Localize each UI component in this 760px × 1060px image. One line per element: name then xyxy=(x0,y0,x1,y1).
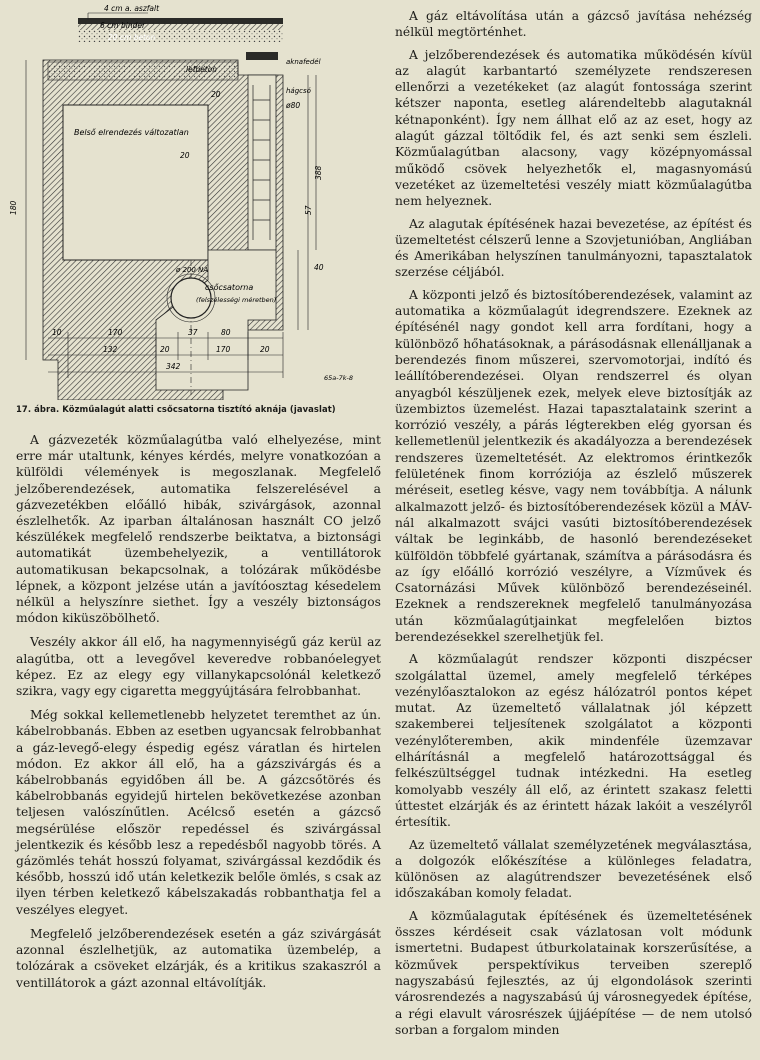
channel-label: csőcsatorna xyxy=(205,283,254,292)
dim-388: 388 xyxy=(314,165,323,180)
dim-40: 40 xyxy=(314,263,324,272)
figure-17 xyxy=(8,0,373,414)
right-column xyxy=(395,8,752,1044)
slab-label: lefbeton xyxy=(186,65,217,74)
dim-132: 132 xyxy=(103,345,118,354)
manhole-drawing xyxy=(8,0,373,400)
asphalt-label: 4 cm a. aszfalt xyxy=(104,4,160,13)
figure-ref: 65a-7k-8 xyxy=(324,374,353,382)
dim-80: 80 xyxy=(221,328,231,337)
concrete-label: 20 cm beton xyxy=(108,33,156,42)
dim-20a: 20 xyxy=(180,151,190,160)
paragraph: Megfelelő jelzőberendezések esetén a gáz szivárgását azonnal észlelhetjük, az automatika üzembelép, a tolózárak a csöveket elzárják, és a kritikus szakaszról a ventillátorok a gázt azonnal eltávolítják. xyxy=(16,926,381,990)
paragraph: Az alagutak építésének hazai bevezetése, az építést és üzemeltetést célszerű lenne a Szovjetunióban, Angliában és Amerikában helyszínen tanulmányozni, tapasztalatok szerzése céljából. xyxy=(395,216,752,280)
paragraph: A jelzőberendezések és automatika működésén kívül az alagút karbantartó személyzete rendszeresen ellenőrzi a vezetékeket (az alagút fontossága szerint kétszer naponta, esetleg alárendeltebb alagutaknál kétnaponként). Így nem állhat elő az az eset, hogy az alagút gázzal töltődik fel, és azt senki sem észleli. Közműalagútban alacsony, vagy középnyomással működő csövek helyezhetők el, magasnyomású vezetéket az üzemeltetési veszély miatt közműalagútba nem helyeznek. xyxy=(395,47,752,209)
dim-20c: 20 xyxy=(160,345,170,354)
dim-20d: 20 xyxy=(260,345,270,354)
dim-20b: 20 xyxy=(211,90,221,99)
left-text xyxy=(16,432,381,999)
paragraph: A közműalagutak építésének és üzemeltetésének összes kérdéseit csak vázlatosan volt módunk ismertetni. Budapest útburkolatainak korszerűsítése, a közművek perspektívikus terveiben szereplő nagyszabású fejlesztés, az új elgondolások szerinti városrendezés a nagyszabású új városnegyedek építése, a régi elavult városrészek újjáépítése — de nem utolsó sorban a forgalom minden xyxy=(395,908,752,1037)
ladder-label: hágcsó xyxy=(286,87,311,95)
dim-342: 342 xyxy=(166,362,181,371)
dim-10: 10 xyxy=(52,328,62,337)
pipe-note-label: ø 200 NA xyxy=(176,266,209,274)
paragraph: Még sokkal kellemetlenebb helyzetet teremthet az ún. kábelrobbanás. Ebben az esetben ugyancsak felrobbanhat a gáz-levegő-elegy éspedig egész váratlan és hirtelen módon. Ez akkor áll elő, ha a gázszivárgás és a kábelrobbanás egyidőben áll be. A gázcsőtörés és kábelrobbanás egyidejű hirtelen bekövetkezése azonban teljesen valószínűtlen. Acélcső esetén a gázcső megsérülése először repedéssel és szivárgással jelentkezik és később lesz a repedésből nagyobb törés. A gázömlés tehát hosszú folyamat, szivárgással kezdődik és később, hosszú idő után keletkezik belőle ömlés, s csak az ilyen térben keletkező kábelszakadás robbanthatja fel a veszélyes elegyet. xyxy=(16,708,381,917)
room-label: Belső elrendezés változatlan xyxy=(74,128,189,137)
left-column xyxy=(8,0,381,990)
dim-180: 180 xyxy=(9,200,18,215)
dim-170a: 170 xyxy=(108,328,123,337)
figure-caption: 17. ábra. Közműalagút alatti csőcsatorna tisztító aknája (javaslat) xyxy=(16,404,336,414)
paragraph: Veszély akkor áll elő, ha nagymennyiségű gáz kerül az alagútba, ott a levegővel keveredve robbanóelegyet képez. Ez az elegy egy villanykapcsolónál keletkező szikra, vagy egy cigaretta meggyújtására felrobbanhat. xyxy=(16,635,381,699)
paragraph: A közműalagút rendszer központi diszpécser szolgálattal üzemel, amely megfelelő térképes vezénylőasztalokon az egész hálózatról pontos képet mutat. Az üzemeltető vállalatnak jól képzett szakemberei teljesítenek szolgálatot a központi vezénylőteremben, akik mindenféle üzemzavar elhárításnál a megfelelő határozottsággal és felkészültséggel tudnak intézkedni. Ha esetleg komolyabb veszély áll elő, az érintett szakasz feletti úttestet elzárják és az érintett házak lakóit a veszélyről értesítik. xyxy=(395,652,752,830)
binder-label: 6 cm binder xyxy=(100,21,146,30)
paragraph: A gáz eltávolítása után a gázcső javítása nehézség nélkül megtörténhet. xyxy=(395,9,752,40)
pipe-label: ø80 xyxy=(286,101,301,110)
paragraph: A központi jelző és biztosítóberendezések, valamint az automatika a közműalagút idegrendszere. Ezeknek az építésénél nagy gondot kell arra fordítani, hogy a különböző hőhatásoknak, a párásodásnak ellenálljanak a berendezés finom műszerei, szervomotorjai, indító és leállítóberendezései. Olyan rendszerrel és olyan anyagból készüljenek ezek, melyek eleve biztosítják az üzembiztos üzemelést. Hazai tapasztalataink szerint a korrózió veszély, a párás légterekben elég gyorsan és kellemetlenül jelentkezik és akadályozza a berendezések rendszeres üzemeltetését. Az elektromos érintkezők felületének finom korróziója az észlelő műszerek méréseit, esetleg késve, vagy nem továbbítja. A nálunk alkalmazott jelző- és biztosítóberendezések közül a MÁV-nál alkalmazott svájci vasúti biztosítóberendezések váltak be leginkább, de hasonló berendezéseket külföldön többfelé gyártanak, számítva a párásodásra és az így előálló korrózió veszélyre, a Vízművek és Csatornázási Művek különböző berendezéseinél. Ezeknek a rendszereknek megfelelő tanulmányozása után közműalagútjainkat megfelelően biztos berendezésekkel szerelhetjük fel. xyxy=(395,287,752,644)
lid-label: aknafedél xyxy=(286,58,321,66)
paragraph: A gázvezeték közműalagútba való elhelyezése, mint erre már utaltunk, kényes kérdés, melyre vonatkozóan a külföldi vélemények is megoszlanak. Megfelelő jelzőberendezések, automatika felszerelésével a gázvezetékben előálló hibák, szivárgások, azonnal észlelhetők. Az iparban általánosan használt CO jelző készülékek megfelelő rendszerbe beiktatva, a biztonsági automatikát üzembehelyezik, a ventillátorok automatikusan bekapcsolnak, a tolózárak működésbe lépnek, a központ jelzése után a javítóosztag késedelem nélkül a helyszínre siethet. Így a veszély biztonságos módon kiküszöbölhető. xyxy=(16,433,381,626)
dim-170b: 170 xyxy=(216,345,231,354)
paragraph: Az üzemeltető vállalat személyzetének megválasztása, a dolgozók előkészítése a különleges feladatra, különösen az alagútrendszer bevezetésének első időszakában komoly feladat. xyxy=(395,837,752,901)
dim-57: 57 xyxy=(304,205,313,215)
dim-37: 37 xyxy=(188,328,198,337)
channel-note-label: (felszélességi méretben) xyxy=(196,296,277,304)
